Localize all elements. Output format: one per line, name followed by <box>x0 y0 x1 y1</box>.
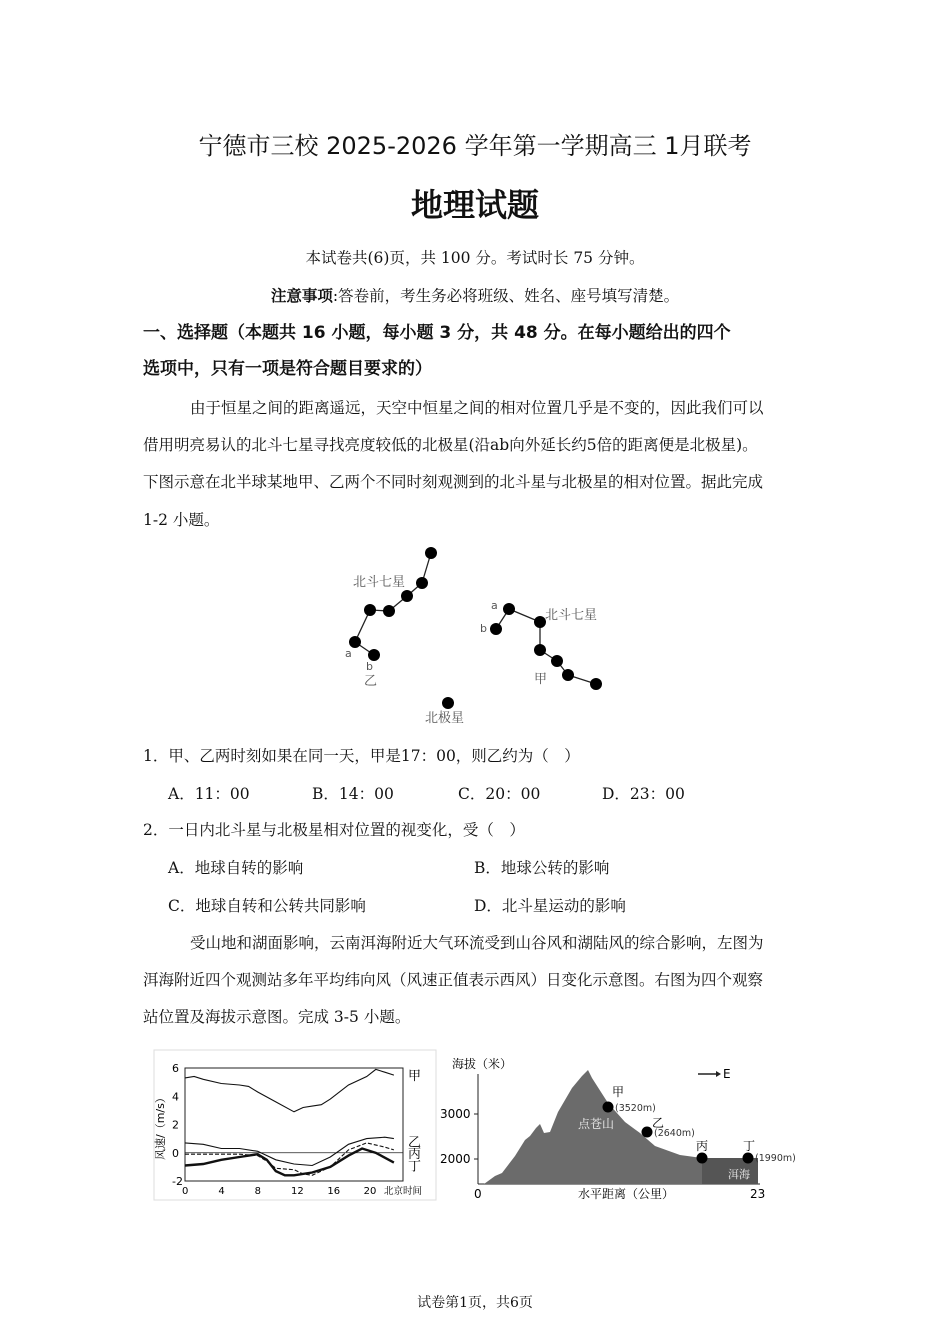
passage-line: 下图示意在北半球某地甲、乙两个不同时刻观测到的北斗星与北极星的相对位置。据此完成 <box>143 473 764 491</box>
label-a: a <box>491 599 498 612</box>
x-axis-label: 北京时间 <box>384 1186 423 1197</box>
station-jia <box>603 1102 614 1113</box>
y-tick: 0 <box>172 1146 179 1160</box>
y-tick: -2 <box>172 1175 183 1188</box>
x-tick: 23 <box>750 1187 766 1201</box>
y-tick: 3000 <box>440 1107 471 1121</box>
polaris-star <box>442 697 454 709</box>
star <box>401 590 413 602</box>
mountain-label: 点苍山 <box>578 1117 615 1131</box>
star <box>364 604 376 616</box>
question-1: 1．甲、乙两时刻如果在同一天，甲是17：00，则乙约为（ ） <box>143 747 580 765</box>
y-axis-label: 海拔（米） <box>452 1057 513 1071</box>
option: D．23：00 <box>602 785 685 803</box>
section-heading-2: 选项中，只有一项是符合题目要求的） <box>143 359 432 379</box>
star <box>590 678 602 690</box>
series-label: 丁 <box>408 1159 422 1175</box>
station-bing <box>697 1153 708 1164</box>
star <box>562 669 574 681</box>
station-label: 丁 <box>743 1139 756 1153</box>
station-elev: (2640m) <box>654 1128 695 1139</box>
y-tick: 2 <box>172 1118 179 1132</box>
station-label: 乙 <box>652 1116 665 1130</box>
star <box>503 603 515 615</box>
option: C．地球自转和公转共同影响 <box>168 897 366 915</box>
y-tick: 2000 <box>440 1152 471 1166</box>
option: B．14：00 <box>312 785 394 803</box>
star <box>416 577 428 589</box>
station-label: 甲 <box>612 1085 625 1099</box>
passage-line: 受山地和湖面影响，云南洱海附近大气环流受到山谷风和湖陆风的综合影响，左图为 <box>190 934 764 952</box>
notice-label: 注意事项 <box>270 286 333 305</box>
passage-line: 由于恒星之间的距离遥远，天空中恒星之间的相对位置几乎是不变的，因此我们可以 <box>190 399 764 417</box>
star <box>551 655 563 667</box>
subject-title: 地理试题 <box>410 186 539 224</box>
wind-chart <box>150 1048 440 1203</box>
polaris-label: 北极星 <box>425 711 465 726</box>
star <box>383 605 395 617</box>
series-line-0 <box>185 1069 394 1111</box>
dipper-label: 北斗七星 <box>545 608 598 623</box>
x-tick: 4 <box>218 1186 225 1197</box>
x-axis-label: 水平距离（公里） <box>578 1187 675 1201</box>
station-elev: (1990m) <box>755 1153 796 1164</box>
label-b: b <box>366 660 373 673</box>
series-label: 甲 <box>408 1069 422 1085</box>
y-tick: 4 <box>172 1090 179 1104</box>
x-tick: 0 <box>182 1186 189 1197</box>
notice-text: :答卷前，考生务必将班级、姓名、座号填写清楚。 <box>332 287 680 305</box>
series-label: 丙 <box>408 1146 422 1162</box>
label-b: b <box>480 622 487 635</box>
section-heading: 一、选择题（本题共 16 小题，每小题 3 分，共 48 分。在每小题给出的四个 <box>143 323 731 343</box>
station-ding <box>743 1153 754 1164</box>
y-tick: 6 <box>172 1062 179 1075</box>
option: C．20：00 <box>458 785 541 803</box>
option: B．地球公转的影响 <box>474 859 610 877</box>
star <box>534 644 546 656</box>
passage-line: 洱海附近四个观测站多年平均纬向风（风速正值表示西风）日变化示意图。右图为四个观察 <box>143 971 764 989</box>
elevation-profile <box>440 1048 796 1203</box>
page-footer: 试卷第1页，共6页 <box>417 1295 533 1311</box>
label-yi: 乙 <box>364 674 378 689</box>
passage-line: 1-2 小题。 <box>143 511 220 529</box>
station-yi <box>642 1127 653 1138</box>
y-axis-label: 风速/（m/s） <box>154 1092 167 1160</box>
option: A．地球自转的影响 <box>168 859 304 877</box>
question-2: 2．一日内北斗星与北极星相对位置的视变化，受（ ） <box>143 821 525 839</box>
x-tick: 8 <box>254 1186 262 1197</box>
passage-line: 站位置及海拔示意图。完成 3-5 小题。 <box>143 1008 411 1026</box>
label-a: a <box>345 647 352 660</box>
star <box>425 547 437 559</box>
x-tick: 12 <box>291 1186 304 1197</box>
option: D．北斗星运动的影响 <box>474 897 626 915</box>
star <box>490 623 502 635</box>
exam-info: 本试卷共(6)页，共 100 分。考试时长 75 分钟。 <box>305 249 645 267</box>
exam-title: 宁德市三校 2025-2026 学年第一学期高三 1月联考 <box>198 132 752 160</box>
station-label: 丙 <box>696 1139 709 1153</box>
station-elev: (3520m) <box>615 1103 656 1114</box>
label-jia: 甲 <box>534 672 548 687</box>
x-tick: 20 <box>363 1186 377 1197</box>
x-tick: 16 <box>327 1186 341 1197</box>
x-tick: 0 <box>474 1187 482 1201</box>
lake-label: 洱海 <box>728 1168 750 1181</box>
option: A．11：00 <box>168 785 250 803</box>
dipper-label: 北斗七星 <box>353 575 406 590</box>
passage-line: 借用明亮易认的北斗七星寻找亮度较低的北极星(沿ab向外延长约5倍的距离便是北极星)。 <box>143 436 758 454</box>
direction-label: E <box>723 1067 731 1081</box>
series-label: 乙 <box>408 1135 422 1151</box>
